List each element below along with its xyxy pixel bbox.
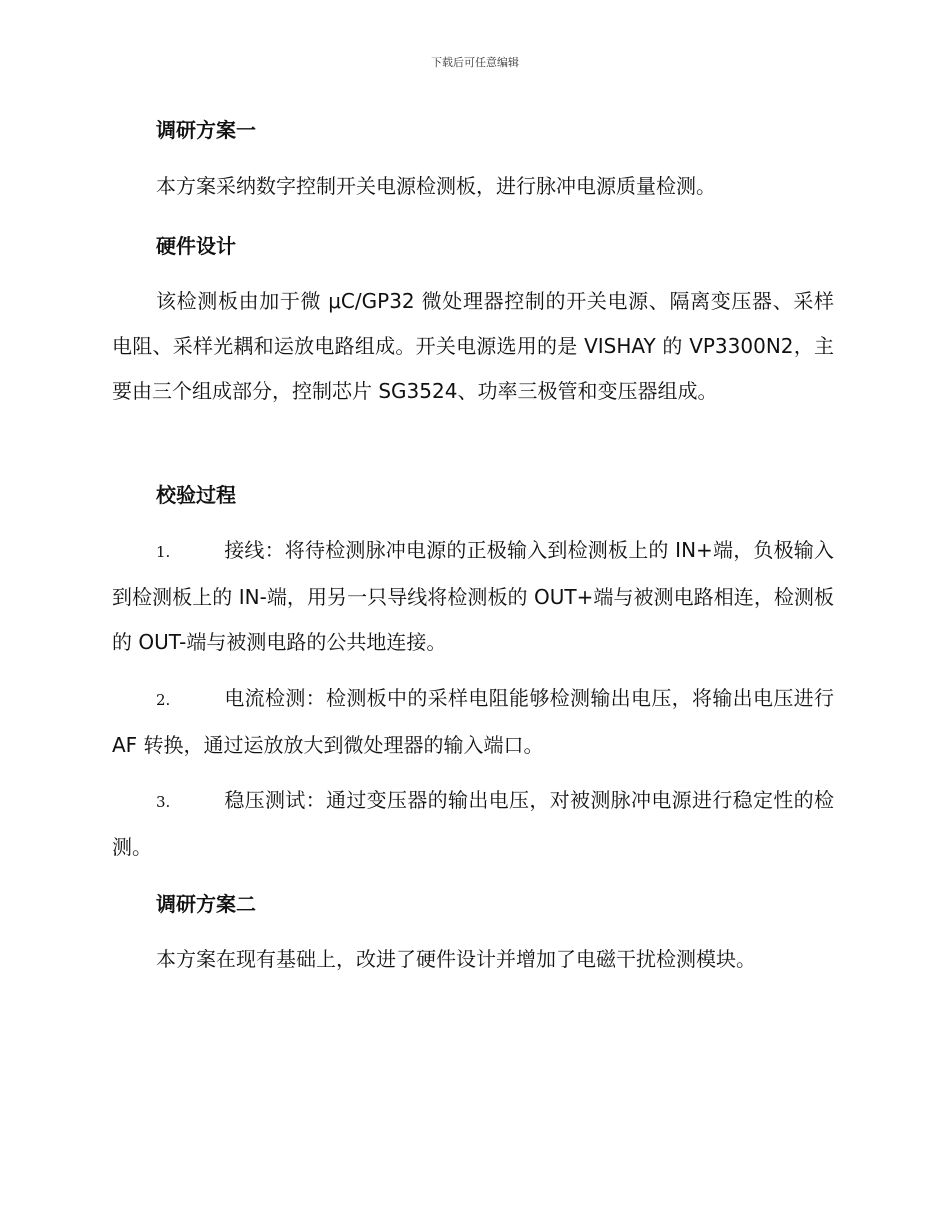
verification-title: 校验过程: [156, 483, 236, 507]
header-note: 下载后可任意编辑: [431, 56, 519, 69]
list-number: 1.: [156, 543, 171, 561]
list-text: 电流检测：检测板中的采样电阻能够检测输出电压，将输出电压进行 AF 转换，通过运放放大到微处理器的输入端口。: [112, 686, 834, 757]
hardware-body: 该检测板由加于微 μC/GP32 微处理器控制的开关电源、隔离变压器、采样电阻、采样光耦和运放电路组成。开关电源选用的是 VISHAY 的 VP3300N2，主要由三个组成部分，控制芯片 SG3524、功率三极管和变压器组成。: [112, 289, 834, 403]
section2-title: 调研方案二: [156, 892, 256, 916]
list-text: 稳压测试：通过变压器的输出电压，对被测脉冲电源进行稳定性的检测。: [112, 788, 834, 859]
section1-title: 调研方案一: [156, 118, 256, 142]
list-text: 接线：将待检测脉冲电源的正极输入到检测板上的 IN+端，负极输入到检测板上的 IN-端，用另一只导线将检测板的 OUT+端与被测电路相连，检测板的 OUT-端与被测电路的公共地连接。: [112, 538, 834, 654]
section1-intro: 本方案采纳数字控制开关电源检测板，进行脉冲电源质量检测。: [156, 174, 716, 198]
list-item-2: [112, 676, 834, 768]
hardware-title: 硬件设计: [156, 234, 236, 258]
list-item-1: [112, 528, 834, 665]
list-number: 3.: [156, 793, 171, 811]
section2-intro: 本方案在现有基础上，改进了硬件设计并增加了电磁干扰检测模块。: [156, 947, 756, 971]
list-number: 2.: [156, 691, 171, 709]
list-item-3: [112, 778, 834, 870]
